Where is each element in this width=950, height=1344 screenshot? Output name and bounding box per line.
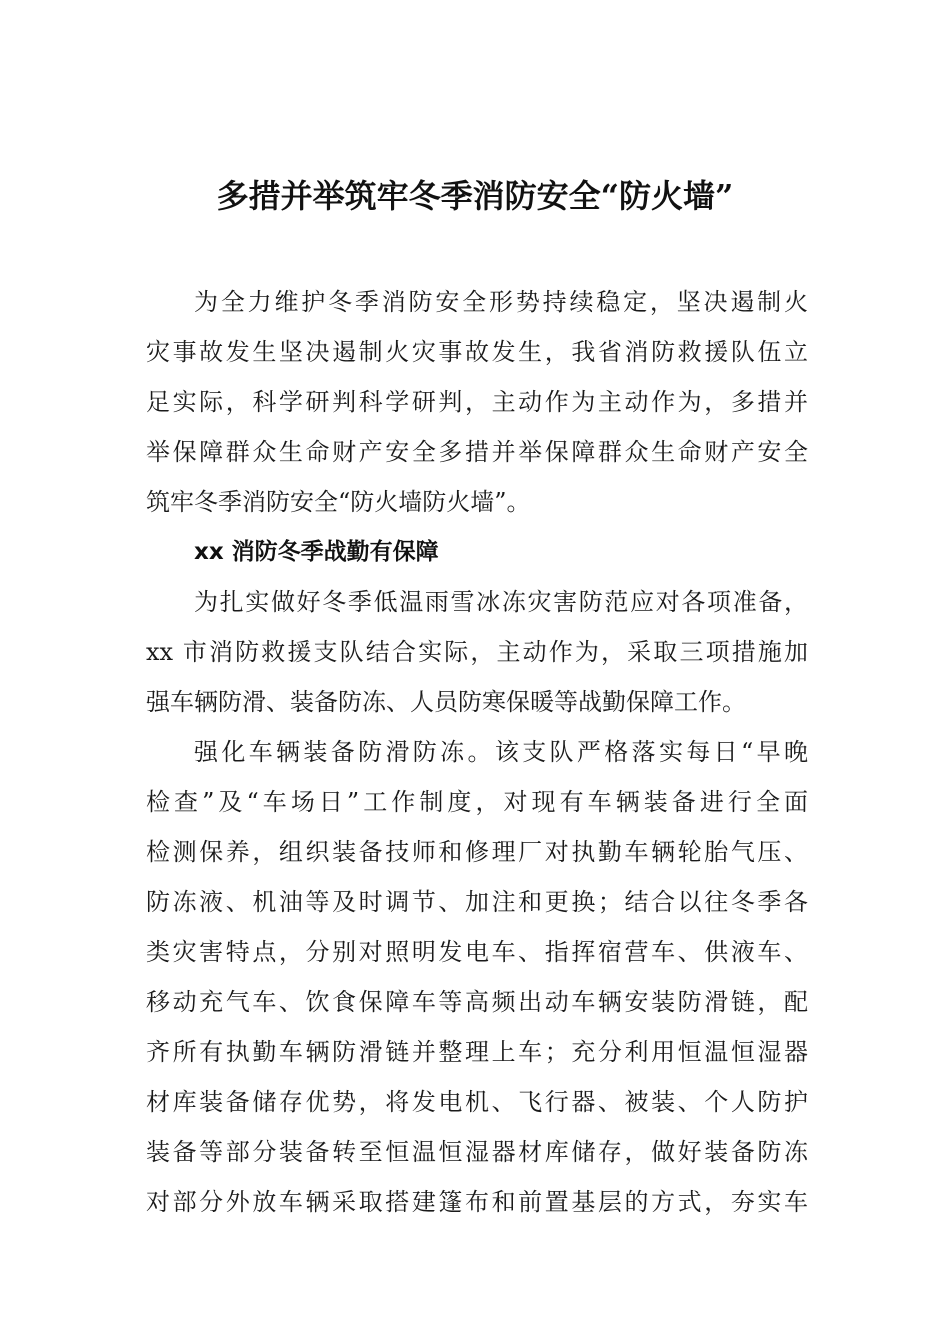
text-line: 材库装备储存优势，将发电机、飞行器、被装、个人防护: [146, 1088, 808, 1116]
text-line: 为扎实做好冬季低温雨雪冰冻灾害防范应对各项准备，: [194, 588, 808, 616]
text-line: 灾事故发生坚决遏制火灾事故发生，我省消防救援队伍立: [146, 338, 808, 366]
text-line: 装备等部分装备转至恒温恒湿器材库储存，做好装备防冻: [146, 1138, 808, 1166]
text-line: 防冻液、机油等及时调节、加注和更换；结合以往冬季各: [146, 888, 808, 916]
text-line: 足实际，科学研判科学研判，主动作为主动作为，多措并: [146, 388, 808, 416]
text-line: 类灾害特点，分别对照明发电车、指挥宿营车、供液车、: [146, 938, 808, 966]
text-line: 移动充气车、饮食保障车等高频出动车辆安装防滑链，配: [146, 988, 808, 1016]
text-line: 强车辆防滑、装备防冻、人员防寒保暖等战勤保障工作。: [146, 688, 746, 716]
document-title: 多措并举筑牢冬季消防安全“防火墙”: [216, 177, 734, 215]
text-line: 为全力维护冬季消防安全形势持续稳定，坚决遏制火: [194, 288, 808, 316]
text-line: 对部分外放车辆采取搭建篷布和前置基层的方式，夯实车: [146, 1188, 808, 1216]
text-line: 筑牢冬季消防安全“防火墙防火墙”。: [146, 488, 531, 516]
text-line: xx 市消防救援支队结合实际，主动作为，采取三项措施加: [146, 638, 808, 666]
text-line: 检查”及“车场日”工作制度，对现有车辆装备进行全面: [146, 788, 808, 816]
section-heading: xx 消防冬季战勤有保障: [194, 539, 439, 565]
text-line: 检测保养，组织装备技师和修理厂对执勤车辆轮胎气压、: [146, 838, 808, 866]
text-line: 强化车辆装备防滑防冻。该支队严格落实每日“早晚: [194, 738, 808, 766]
text-line: 齐所有执勤车辆防滑链并整理上车；充分利用恒温恒湿器: [146, 1038, 808, 1066]
text-line: 举保障群众生命财产安全多措并举保障群众生命财产安全: [146, 438, 808, 466]
